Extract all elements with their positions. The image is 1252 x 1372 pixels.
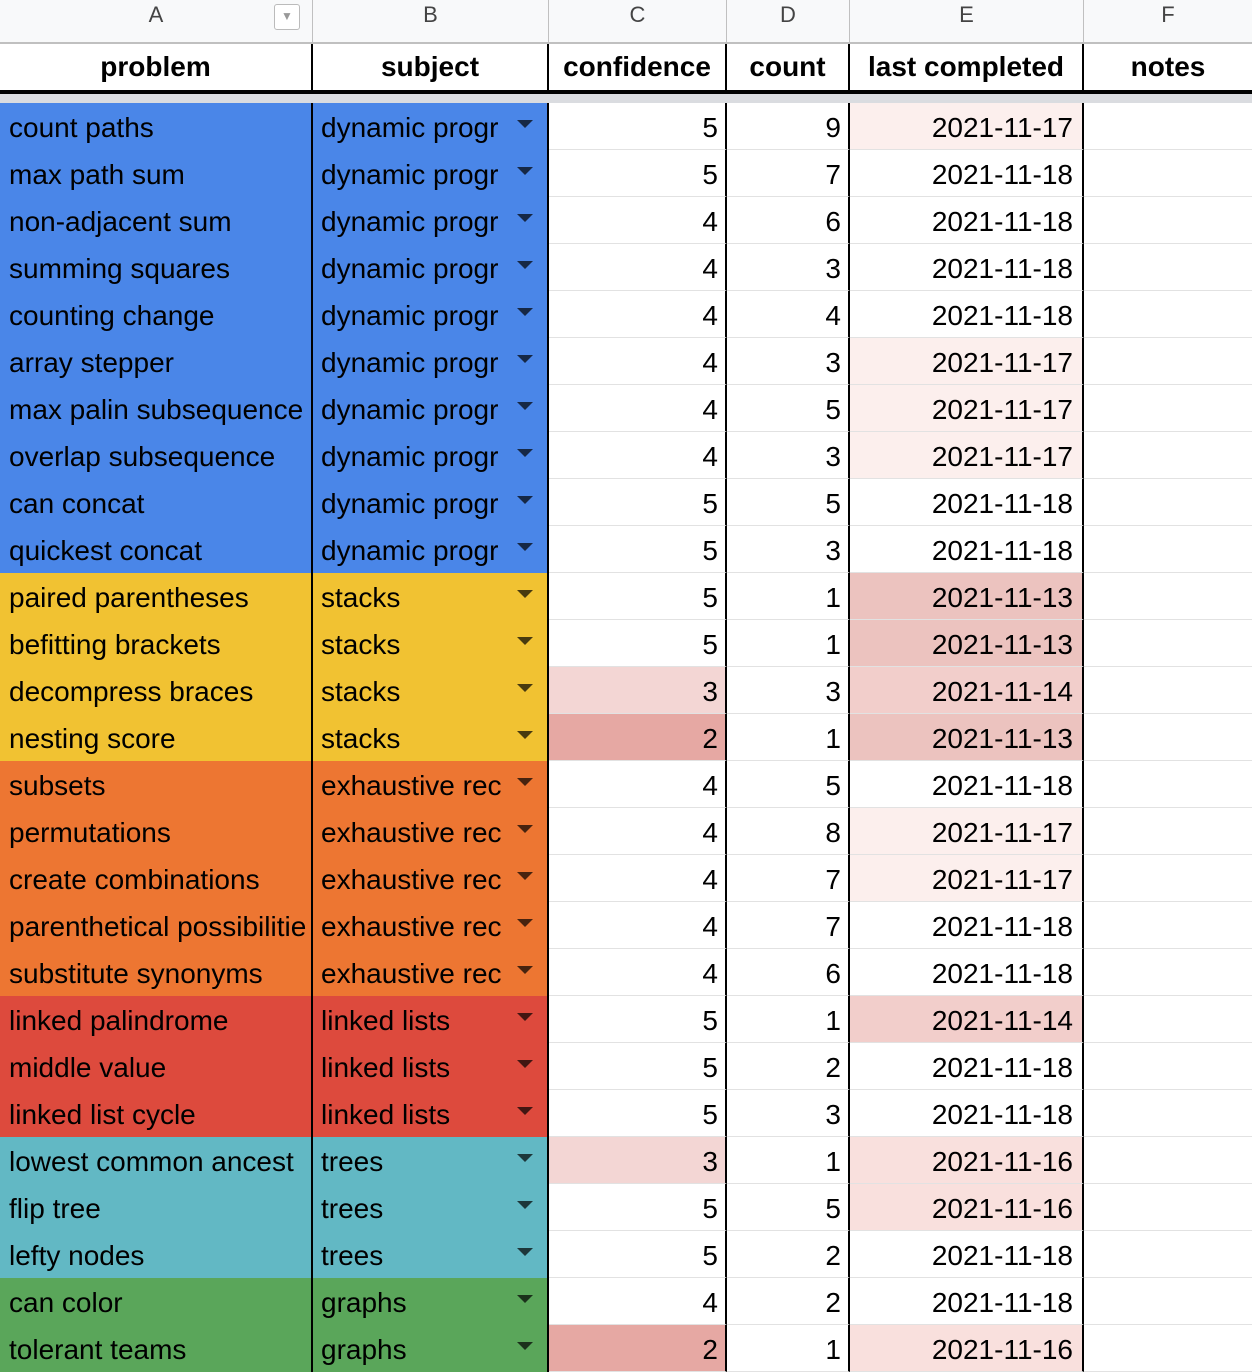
- problem-cell[interactable]: parenthetical possibilitie: [0, 902, 313, 949]
- count-cell[interactable]: 3: [727, 667, 850, 714]
- notes-cell[interactable]: [1084, 385, 1252, 432]
- table-body: [0, 103, 1252, 1372]
- problem-cell[interactable]: nesting score: [0, 714, 313, 761]
- last-completed-cell[interactable]: 2021-11-18: [850, 902, 1084, 949]
- subject-value: dynamic progr: [321, 112, 499, 143]
- subject-value: stacks: [321, 676, 401, 707]
- notes-cell[interactable]: [1084, 1184, 1252, 1231]
- count-cell[interactable]: 3: [727, 338, 850, 385]
- confidence-cell[interactable]: 5: [549, 526, 727, 573]
- dropdown-arrow-icon[interactable]: [517, 449, 533, 457]
- subject-value: dynamic progr: [321, 488, 499, 519]
- confidence-cell[interactable]: 4: [549, 385, 727, 432]
- subject-dropdown-cell[interactable]: [313, 1043, 549, 1090]
- count-cell[interactable]: 5: [727, 761, 850, 808]
- problem-cell[interactable]: overlap subsequence: [0, 432, 313, 479]
- column-letter-label: D: [780, 2, 796, 27]
- last-completed-cell[interactable]: 2021-11-18: [850, 291, 1084, 338]
- subject-value: exhaustive rec: [321, 864, 502, 895]
- problem-cell[interactable]: can concat: [0, 479, 313, 526]
- confidence-cell[interactable]: 4: [549, 855, 727, 902]
- table-row: [0, 1043, 1252, 1090]
- dropdown-arrow-icon[interactable]: [517, 1060, 533, 1068]
- confidence-cell[interactable]: 2: [549, 1325, 727, 1372]
- subject-dropdown-cell[interactable]: [313, 385, 549, 432]
- confidence-cell[interactable]: 5: [549, 1090, 727, 1137]
- subject-dropdown-cell[interactable]: [313, 338, 549, 385]
- subject-dropdown-cell[interactable]: [313, 197, 549, 244]
- notes-cell[interactable]: [1084, 620, 1252, 667]
- subject-value: trees: [321, 1240, 384, 1271]
- problem-cell[interactable]: tolerant teams: [0, 1325, 313, 1372]
- subject-dropdown-cell[interactable]: [313, 1231, 549, 1278]
- dropdown-arrow-icon[interactable]: [517, 120, 533, 128]
- count-cell[interactable]: 9: [727, 103, 850, 150]
- subject-dropdown-cell[interactable]: [313, 855, 549, 902]
- last-completed-cell[interactable]: 2021-11-18: [850, 1090, 1084, 1137]
- column-letter-c[interactable]: [549, 0, 727, 42]
- subject-value: trees: [321, 1146, 384, 1177]
- table-row: [0, 620, 1252, 667]
- problem-cell[interactable]: counting change: [0, 291, 313, 338]
- confidence-cell[interactable]: 5: [549, 620, 727, 667]
- problem-cell[interactable]: lefty nodes: [0, 1231, 313, 1278]
- column-letter-label: A: [148, 2, 164, 27]
- problem-cell[interactable]: non-adjacent sum: [0, 197, 313, 244]
- subject-dropdown-cell[interactable]: [313, 902, 549, 949]
- notes-cell[interactable]: [1084, 103, 1252, 150]
- table-row: [0, 244, 1252, 291]
- problem-cell[interactable]: substitute synonyms: [0, 949, 313, 996]
- confidence-cell[interactable]: 4: [549, 902, 727, 949]
- confidence-cell[interactable]: 5: [549, 479, 727, 526]
- problem-cell[interactable]: max path sum: [0, 150, 313, 197]
- confidence-cell[interactable]: 4: [549, 291, 727, 338]
- subject-value: stacks: [321, 582, 401, 613]
- column-letter-b[interactable]: [313, 0, 549, 42]
- notes-cell[interactable]: [1084, 573, 1252, 620]
- column-letter-a[interactable]: [0, 0, 313, 42]
- dropdown-arrow-icon[interactable]: [517, 872, 533, 880]
- problem-cell[interactable]: flip tree: [0, 1184, 313, 1231]
- table-row: [0, 714, 1252, 761]
- dropdown-arrow-icon[interactable]: [517, 919, 533, 927]
- confidence-cell[interactable]: 3: [549, 667, 727, 714]
- subject-dropdown-cell[interactable]: [313, 526, 549, 573]
- subject-value: graphs: [321, 1334, 407, 1365]
- notes-cell[interactable]: [1084, 432, 1252, 479]
- subject-dropdown-cell[interactable]: [313, 714, 549, 761]
- subject-value: exhaustive rec: [321, 817, 502, 848]
- last-completed-cell[interactable]: 2021-11-17: [850, 855, 1084, 902]
- subject-dropdown-cell[interactable]: [313, 1184, 549, 1231]
- table-row: [0, 338, 1252, 385]
- confidence-cell[interactable]: 4: [549, 761, 727, 808]
- last-completed-cell[interactable]: 2021-11-13: [850, 573, 1084, 620]
- header-cell-confidence[interactable]: confidence: [549, 44, 727, 90]
- column-letter-header-row: [0, 0, 1252, 44]
- count-cell[interactable]: 2: [727, 1043, 850, 1090]
- count-cell[interactable]: 6: [727, 949, 850, 996]
- last-completed-cell[interactable]: 2021-11-18: [850, 761, 1084, 808]
- frozen-rows-divider[interactable]: [0, 94, 1252, 103]
- problem-cell[interactable]: subsets: [0, 761, 313, 808]
- table-row: [0, 150, 1252, 197]
- last-completed-cell[interactable]: 2021-11-18: [850, 1231, 1084, 1278]
- notes-cell[interactable]: [1084, 1325, 1252, 1372]
- problem-cell[interactable]: max palin subsequence: [0, 385, 313, 432]
- problem-cell[interactable]: quickest concat: [0, 526, 313, 573]
- confidence-cell[interactable]: 2: [549, 714, 727, 761]
- subject-dropdown-cell[interactable]: [313, 808, 549, 855]
- subject-dropdown-cell[interactable]: [313, 667, 549, 714]
- subject-value: exhaustive rec: [321, 770, 502, 801]
- table-row: [0, 291, 1252, 338]
- last-completed-cell[interactable]: 2021-11-18: [850, 949, 1084, 996]
- confidence-cell[interactable]: 4: [549, 1278, 727, 1325]
- subject-dropdown-cell[interactable]: [313, 1090, 549, 1137]
- last-completed-cell[interactable]: 2021-11-18: [850, 244, 1084, 291]
- filter-dropdown-icon[interactable]: ▼: [274, 4, 300, 30]
- last-completed-cell[interactable]: 2021-11-18: [850, 197, 1084, 244]
- subject-dropdown-cell[interactable]: [313, 103, 549, 150]
- count-cell[interactable]: 5: [727, 479, 850, 526]
- count-cell[interactable]: 8: [727, 808, 850, 855]
- count-cell[interactable]: 2: [727, 1278, 850, 1325]
- column-letter-label: F: [1161, 2, 1175, 27]
- problem-cell[interactable]: can color: [0, 1278, 313, 1325]
- table-row: [0, 761, 1252, 808]
- last-completed-cell[interactable]: 2021-11-17: [850, 432, 1084, 479]
- table-row: [0, 855, 1252, 902]
- problem-cell[interactable]: count paths: [0, 103, 313, 150]
- confidence-cell[interactable]: 5: [549, 103, 727, 150]
- subject-dropdown-cell[interactable]: [313, 620, 549, 667]
- subject-dropdown-cell[interactable]: [313, 244, 549, 291]
- count-cell[interactable]: 7: [727, 150, 850, 197]
- last-completed-cell[interactable]: 2021-11-17: [850, 103, 1084, 150]
- last-completed-cell[interactable]: 2021-11-16: [850, 1325, 1084, 1372]
- notes-cell[interactable]: [1084, 338, 1252, 385]
- dropdown-arrow-icon[interactable]: [517, 1154, 533, 1162]
- dropdown-arrow-icon[interactable]: [517, 308, 533, 316]
- dropdown-arrow-icon[interactable]: [517, 261, 533, 269]
- count-cell[interactable]: 3: [727, 1090, 850, 1137]
- subject-value: dynamic progr: [321, 441, 499, 472]
- subject-value: dynamic progr: [321, 206, 499, 237]
- notes-cell[interactable]: [1084, 996, 1252, 1043]
- dropdown-arrow-icon[interactable]: [517, 731, 533, 739]
- header-cell-last-completed[interactable]: last completed: [850, 44, 1084, 90]
- dropdown-arrow-icon[interactable]: [517, 167, 533, 175]
- count-cell[interactable]: 3: [727, 526, 850, 573]
- confidence-cell[interactable]: 5: [549, 1231, 727, 1278]
- dropdown-arrow-icon[interactable]: [517, 637, 533, 645]
- confidence-cell[interactable]: 5: [549, 1184, 727, 1231]
- table-row: [0, 103, 1252, 150]
- table-row: [0, 1278, 1252, 1325]
- table-row: [0, 996, 1252, 1043]
- count-cell[interactable]: 4: [727, 291, 850, 338]
- subject-dropdown-cell[interactable]: [313, 150, 549, 197]
- problem-cell[interactable]: middle value: [0, 1043, 313, 1090]
- confidence-cell[interactable]: 4: [549, 244, 727, 291]
- dropdown-arrow-icon[interactable]: [517, 778, 533, 786]
- count-cell[interactable]: 6: [727, 197, 850, 244]
- subject-value: stacks: [321, 723, 401, 754]
- notes-cell[interactable]: [1084, 949, 1252, 996]
- dropdown-arrow-icon[interactable]: [517, 590, 533, 598]
- count-cell[interactable]: 1: [727, 620, 850, 667]
- notes-cell[interactable]: [1084, 714, 1252, 761]
- notes-cell[interactable]: [1084, 761, 1252, 808]
- notes-cell[interactable]: [1084, 1043, 1252, 1090]
- dropdown-arrow-icon[interactable]: [517, 1107, 533, 1115]
- count-cell[interactable]: 2: [727, 1231, 850, 1278]
- problem-cell[interactable]: lowest common ancest: [0, 1137, 313, 1184]
- subject-value: linked lists: [321, 1052, 451, 1083]
- table-row: [0, 385, 1252, 432]
- notes-cell[interactable]: [1084, 855, 1252, 902]
- last-completed-cell[interactable]: 2021-11-13: [850, 620, 1084, 667]
- last-completed-cell[interactable]: 2021-11-18: [850, 479, 1084, 526]
- column-letter-f[interactable]: [1084, 0, 1252, 42]
- subject-dropdown-cell[interactable]: [313, 949, 549, 996]
- last-completed-cell[interactable]: 2021-11-14: [850, 667, 1084, 714]
- confidence-cell[interactable]: 5: [549, 573, 727, 620]
- subject-value: exhaustive rec: [321, 958, 502, 989]
- last-completed-cell[interactable]: 2021-11-18: [850, 526, 1084, 573]
- subject-value: dynamic progr: [321, 300, 499, 331]
- subject-value: dynamic progr: [321, 253, 499, 284]
- count-cell[interactable]: 5: [727, 1184, 850, 1231]
- notes-cell[interactable]: [1084, 1231, 1252, 1278]
- notes-cell[interactable]: [1084, 197, 1252, 244]
- last-completed-cell[interactable]: 2021-11-18: [850, 1043, 1084, 1090]
- subject-dropdown-cell[interactable]: [313, 291, 549, 338]
- problem-cell[interactable]: permutations: [0, 808, 313, 855]
- subject-dropdown-cell[interactable]: [313, 573, 549, 620]
- confidence-cell[interactable]: 5: [549, 150, 727, 197]
- confidence-cell[interactable]: 4: [549, 432, 727, 479]
- table-row: [0, 1090, 1252, 1137]
- column-letter-e[interactable]: [850, 0, 1084, 42]
- subject-value: graphs: [321, 1287, 407, 1318]
- count-cell[interactable]: 5: [727, 385, 850, 432]
- subject-value: linked lists: [321, 1005, 451, 1036]
- last-completed-cell[interactable]: 2021-11-18: [850, 1278, 1084, 1325]
- table-row: [0, 1325, 1252, 1372]
- problem-cell[interactable]: create combinations: [0, 855, 313, 902]
- confidence-cell[interactable]: 3: [549, 1137, 727, 1184]
- table-header-row: [0, 44, 1252, 94]
- table-row: [0, 1184, 1252, 1231]
- table-row: [0, 432, 1252, 479]
- dropdown-arrow-icon[interactable]: [517, 1201, 533, 1209]
- subject-dropdown-cell[interactable]: [313, 761, 549, 808]
- problem-cell[interactable]: array stepper: [0, 338, 313, 385]
- subject-dropdown-cell[interactable]: [313, 479, 549, 526]
- count-cell[interactable]: 1: [727, 573, 850, 620]
- count-cell[interactable]: 3: [727, 244, 850, 291]
- problem-cell[interactable]: befitting brackets: [0, 620, 313, 667]
- subject-value: trees: [321, 1193, 384, 1224]
- header-cell-notes[interactable]: notes: [1130, 51, 1206, 82]
- notes-cell[interactable]: [1084, 150, 1252, 197]
- count-cell[interactable]: 1: [727, 996, 850, 1043]
- table-row: [0, 667, 1252, 714]
- notes-cell[interactable]: [1084, 667, 1252, 714]
- subject-value: linked lists: [321, 1099, 451, 1130]
- subject-dropdown-cell[interactable]: [313, 996, 549, 1043]
- table-row: [0, 479, 1252, 526]
- notes-cell[interactable]: [1084, 291, 1252, 338]
- dropdown-arrow-icon[interactable]: [517, 1295, 533, 1303]
- dropdown-arrow-icon[interactable]: [517, 214, 533, 222]
- count-cell[interactable]: 1: [727, 714, 850, 761]
- column-letter-d[interactable]: [727, 0, 850, 42]
- column-letter-label: C: [629, 2, 646, 27]
- confidence-cell[interactable]: 5: [549, 996, 727, 1043]
- table-row: [0, 526, 1252, 573]
- last-completed-cell[interactable]: 2021-11-17: [850, 338, 1084, 385]
- dropdown-arrow-icon[interactable]: [517, 543, 533, 551]
- subject-dropdown-cell[interactable]: [313, 1325, 549, 1372]
- last-completed-cell[interactable]: 2021-11-17: [850, 808, 1084, 855]
- confidence-cell[interactable]: 4: [549, 949, 727, 996]
- subject-value: dynamic progr: [321, 159, 499, 190]
- subject-value: dynamic progr: [321, 535, 499, 566]
- notes-cell[interactable]: [1084, 902, 1252, 949]
- subject-value: dynamic progr: [321, 347, 499, 378]
- last-completed-cell[interactable]: 2021-11-17: [850, 385, 1084, 432]
- notes-cell[interactable]: [1084, 1137, 1252, 1184]
- column-letter-label: B: [423, 2, 438, 27]
- confidence-cell[interactable]: 4: [549, 197, 727, 244]
- problem-cell[interactable]: linked palindrome: [0, 996, 313, 1043]
- confidence-cell[interactable]: 4: [549, 338, 727, 385]
- problem-cell[interactable]: paired parentheses: [0, 573, 313, 620]
- count-cell[interactable]: 7: [727, 902, 850, 949]
- column-letter-label: E: [959, 2, 974, 27]
- dropdown-arrow-icon[interactable]: [517, 966, 533, 974]
- table-row: [0, 902, 1252, 949]
- header-cell-subject[interactable]: subject: [313, 44, 549, 90]
- dropdown-arrow-icon[interactable]: [517, 1248, 533, 1256]
- confidence-cell[interactable]: 5: [549, 1043, 727, 1090]
- dropdown-arrow-icon[interactable]: [517, 496, 533, 504]
- subject-dropdown-cell[interactable]: [313, 432, 549, 479]
- last-completed-cell[interactable]: 2021-11-18: [850, 150, 1084, 197]
- problem-cell[interactable]: decompress braces: [0, 667, 313, 714]
- count-cell[interactable]: 1: [727, 1325, 850, 1372]
- subject-dropdown-cell[interactable]: [313, 1278, 549, 1325]
- subject-value: stacks: [321, 629, 401, 660]
- notes-cell[interactable]: [1084, 479, 1252, 526]
- count-cell[interactable]: 7: [727, 855, 850, 902]
- notes-cell[interactable]: [1084, 1278, 1252, 1325]
- count-cell[interactable]: 1: [727, 1137, 850, 1184]
- table-row: [0, 573, 1252, 620]
- dropdown-arrow-icon[interactable]: [517, 825, 533, 833]
- confidence-cell[interactable]: 4: [549, 808, 727, 855]
- table-row: [0, 808, 1252, 855]
- header-cell-problem[interactable]: problem: [0, 44, 313, 90]
- problem-cell[interactable]: linked list cycle: [0, 1090, 313, 1137]
- count-cell[interactable]: 3: [727, 432, 850, 479]
- last-completed-cell[interactable]: 2021-11-16: [850, 1137, 1084, 1184]
- last-completed-cell[interactable]: 2021-11-13: [850, 714, 1084, 761]
- dropdown-arrow-icon[interactable]: [517, 1342, 533, 1350]
- table-row: [0, 1231, 1252, 1278]
- last-completed-cell[interactable]: 2021-11-16: [850, 1184, 1084, 1231]
- problem-cell[interactable]: summing squares: [0, 244, 313, 291]
- subject-value: exhaustive rec: [321, 911, 502, 942]
- notes-cell[interactable]: [1084, 526, 1252, 573]
- notes-cell[interactable]: [1084, 1090, 1252, 1137]
- dropdown-arrow-icon[interactable]: [517, 684, 533, 692]
- last-completed-cell[interactable]: 2021-11-14: [850, 996, 1084, 1043]
- table-row: [0, 197, 1252, 244]
- subject-value: dynamic progr: [321, 394, 499, 425]
- dropdown-arrow-icon[interactable]: [517, 355, 533, 363]
- notes-cell[interactable]: [1084, 244, 1252, 291]
- dropdown-arrow-icon[interactable]: [517, 402, 533, 410]
- subject-dropdown-cell[interactable]: [313, 1137, 549, 1184]
- dropdown-arrow-icon[interactable]: [517, 1013, 533, 1021]
- table-row: [0, 949, 1252, 996]
- table-row: [0, 1137, 1252, 1184]
- notes-cell[interactable]: [1084, 808, 1252, 855]
- header-cell-count[interactable]: count: [727, 44, 850, 90]
